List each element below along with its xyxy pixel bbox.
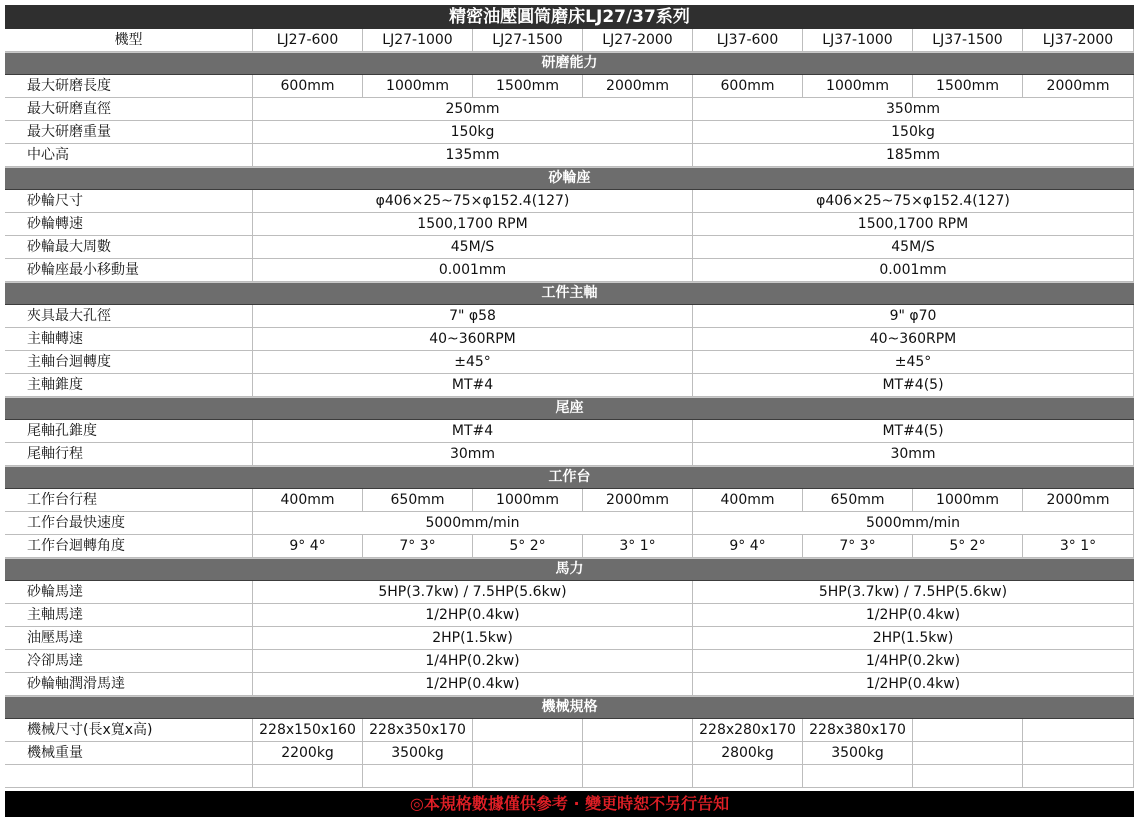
model-value [1023, 765, 1134, 788]
model-value: 1500mm [913, 75, 1023, 98]
lj37-value: 1/4HP(0.2kw) [693, 650, 1134, 673]
model-value [913, 742, 1023, 765]
lj37-value: 30mm [693, 443, 1134, 466]
footer-note: ◎本規格數據僅供參考 · 變更時恕不另行告知 [5, 791, 1134, 817]
table-row [5, 351, 1134, 374]
lj37-value: φ406×25~75×φ152.4(127) [693, 190, 1134, 213]
row-label: 夾具最大孔徑 [5, 305, 253, 328]
model-header-cell: LJ27-600 [253, 29, 363, 52]
model-value: 2000mm [583, 75, 693, 98]
lj37-value: 5000mm/min [693, 512, 1134, 535]
row-label: 油壓馬達 [5, 627, 253, 650]
lj37-value: 9" φ70 [693, 305, 1134, 328]
row-label: 砂輪軸潤滑馬達 [5, 673, 253, 696]
lj37-value: 40~360RPM [693, 328, 1134, 351]
model-value: 400mm [253, 489, 363, 512]
model-header-cell: LJ37-1000 [803, 29, 913, 52]
lj27-value: 1/4HP(0.2kw) [253, 650, 693, 673]
model-value [363, 765, 473, 788]
table-title: 精密油壓圓筒磨床LJ27/37系列 [5, 5, 1134, 29]
row-label: 冷卻馬達 [5, 650, 253, 673]
lj37-value: 2HP(1.5kw) [693, 627, 1134, 650]
model-value: 600mm [693, 75, 803, 98]
table-row [5, 190, 1134, 213]
table-row [5, 75, 1134, 98]
model-value [583, 765, 693, 788]
row-label: 砂輪轉速 [5, 213, 253, 236]
model-value: 600mm [253, 75, 363, 98]
row-label: 主軸馬達 [5, 604, 253, 627]
row-label: 尾軸行程 [5, 443, 253, 466]
lj27-value: 0.001mm [253, 259, 693, 282]
model-value [913, 765, 1023, 788]
row-label [5, 765, 253, 788]
lj37-value: MT#4(5) [693, 420, 1134, 443]
table-row [5, 236, 1134, 259]
lj27-value: 1500,1700 RPM [253, 213, 693, 236]
model-header-cell: LJ27-1500 [473, 29, 583, 52]
model-value [253, 765, 363, 788]
model-value: 3° 1° [1023, 535, 1134, 558]
lj37-value: MT#4(5) [693, 374, 1134, 397]
section-header: 工件主軸 [5, 282, 1134, 305]
lj27-value: 1/2HP(0.4kw) [253, 604, 693, 627]
row-label: 主軸轉速 [5, 328, 253, 351]
model-value: 7° 3° [363, 535, 473, 558]
lj37-value: 1/2HP(0.4kw) [693, 673, 1134, 696]
model-value [473, 765, 583, 788]
model-value: 650mm [363, 489, 473, 512]
model-value [913, 719, 1023, 742]
lj27-value: 5HP(3.7kw) / 7.5HP(5.6kw) [253, 581, 693, 604]
model-value [693, 765, 803, 788]
model-value: 2200kg [253, 742, 363, 765]
table-row [5, 374, 1134, 397]
model-value [1023, 742, 1134, 765]
section-header: 工作台 [5, 466, 1134, 489]
table-row [5, 604, 1134, 627]
model-value: 2800kg [693, 742, 803, 765]
table-row [5, 765, 1134, 788]
row-label: 工作台最快速度 [5, 512, 253, 535]
table-row [5, 512, 1134, 535]
model-header-cell: LJ27-2000 [583, 29, 693, 52]
lj27-value: 250mm [253, 98, 693, 121]
lj37-value: 350mm [693, 98, 1134, 121]
table-row [5, 627, 1134, 650]
table-row [5, 121, 1134, 144]
model-value: 3500kg [803, 742, 913, 765]
model-value: 2000mm [1023, 489, 1134, 512]
lj37-value: 185mm [693, 144, 1134, 167]
model-header-row [5, 29, 1134, 52]
model-value: 3° 1° [583, 535, 693, 558]
row-label: 砂輪尺寸 [5, 190, 253, 213]
lj37-value: 1/2HP(0.4kw) [693, 604, 1134, 627]
row-label: 砂輪馬達 [5, 581, 253, 604]
row-label: 最大研磨直徑 [5, 98, 253, 121]
table-row [5, 259, 1134, 282]
table-row [5, 650, 1134, 673]
lj27-value: 45M/S [253, 236, 693, 259]
table-row [5, 489, 1134, 512]
model-value: 7° 3° [803, 535, 913, 558]
model-value: 1000mm [803, 75, 913, 98]
row-label: 工作台迴轉角度 [5, 535, 253, 558]
lj37-value: 150kg [693, 121, 1134, 144]
model-header-label: 機型 [5, 29, 253, 52]
lj27-value: ±45° [253, 351, 693, 374]
row-label: 機械重量 [5, 742, 253, 765]
model-value: 5° 2° [913, 535, 1023, 558]
model-value: 2000mm [583, 489, 693, 512]
model-value: 228x380x170 [803, 719, 913, 742]
section-header: 尾座 [5, 397, 1134, 420]
model-value [473, 719, 583, 742]
row-label: 主軸錐度 [5, 374, 253, 397]
model-value: 650mm [803, 489, 913, 512]
table-row [5, 742, 1134, 765]
section-header: 馬力 [5, 558, 1134, 581]
table-row [5, 328, 1134, 351]
row-label: 砂輪最大周數 [5, 236, 253, 259]
model-value: 228x280x170 [693, 719, 803, 742]
row-label: 尾軸孔錐度 [5, 420, 253, 443]
model-value: 1500mm [473, 75, 583, 98]
table-row [5, 443, 1134, 466]
lj27-value: 150kg [253, 121, 693, 144]
lj27-value: 1/2HP(0.4kw) [253, 673, 693, 696]
table-row [5, 305, 1134, 328]
table-row [5, 673, 1134, 696]
row-label: 中心高 [5, 144, 253, 167]
model-value [583, 742, 693, 765]
table-row [5, 213, 1134, 236]
table-row [5, 719, 1134, 742]
row-label: 機械尺寸(長x寬x高) [5, 719, 253, 742]
row-label: 主軸台迴轉度 [5, 351, 253, 374]
table-row [5, 98, 1134, 121]
model-value: 9° 4° [693, 535, 803, 558]
lj27-value: MT#4 [253, 374, 693, 397]
table-row [5, 144, 1134, 167]
model-header-cell: LJ37-2000 [1023, 29, 1134, 52]
model-header-cell: LJ37-600 [693, 29, 803, 52]
table-row [5, 581, 1134, 604]
row-label: 工作台行程 [5, 489, 253, 512]
model-value: 228x150x160 [253, 719, 363, 742]
lj37-value: 5HP(3.7kw) / 7.5HP(5.6kw) [693, 581, 1134, 604]
section-header: 研磨能力 [5, 52, 1134, 75]
model-value: 9° 4° [253, 535, 363, 558]
lj27-value: MT#4 [253, 420, 693, 443]
model-header-cell: LJ27-1000 [363, 29, 473, 52]
model-header-cell: LJ37-1500 [913, 29, 1023, 52]
model-value: 3500kg [363, 742, 473, 765]
model-value: 1000mm [473, 489, 583, 512]
lj27-value: 135mm [253, 144, 693, 167]
model-value [473, 742, 583, 765]
lj27-value: 7" φ58 [253, 305, 693, 328]
row-label: 最大研磨重量 [5, 121, 253, 144]
model-value [1023, 719, 1134, 742]
table-row [5, 535, 1134, 558]
lj37-value: 45M/S [693, 236, 1134, 259]
model-value [803, 765, 913, 788]
model-value: 1000mm [363, 75, 473, 98]
lj27-value: φ406×25~75×φ152.4(127) [253, 190, 693, 213]
lj27-value: 5000mm/min [253, 512, 693, 535]
row-label: 砂輪座最小移動量 [5, 259, 253, 282]
model-value: 2000mm [1023, 75, 1134, 98]
row-label: 最大研磨長度 [5, 75, 253, 98]
lj27-value: 2HP(1.5kw) [253, 627, 693, 650]
model-value [583, 719, 693, 742]
section-header: 砂輪座 [5, 167, 1134, 190]
lj37-value: 0.001mm [693, 259, 1134, 282]
lj37-value: ±45° [693, 351, 1134, 374]
table-row [5, 420, 1134, 443]
lj27-value: 30mm [253, 443, 693, 466]
section-header: 機械規格 [5, 696, 1134, 719]
model-value: 400mm [693, 489, 803, 512]
lj27-value: 40~360RPM [253, 328, 693, 351]
model-value: 228x350x170 [363, 719, 473, 742]
model-value: 1000mm [913, 489, 1023, 512]
model-value: 5° 2° [473, 535, 583, 558]
lj37-value: 1500,1700 RPM [693, 213, 1134, 236]
